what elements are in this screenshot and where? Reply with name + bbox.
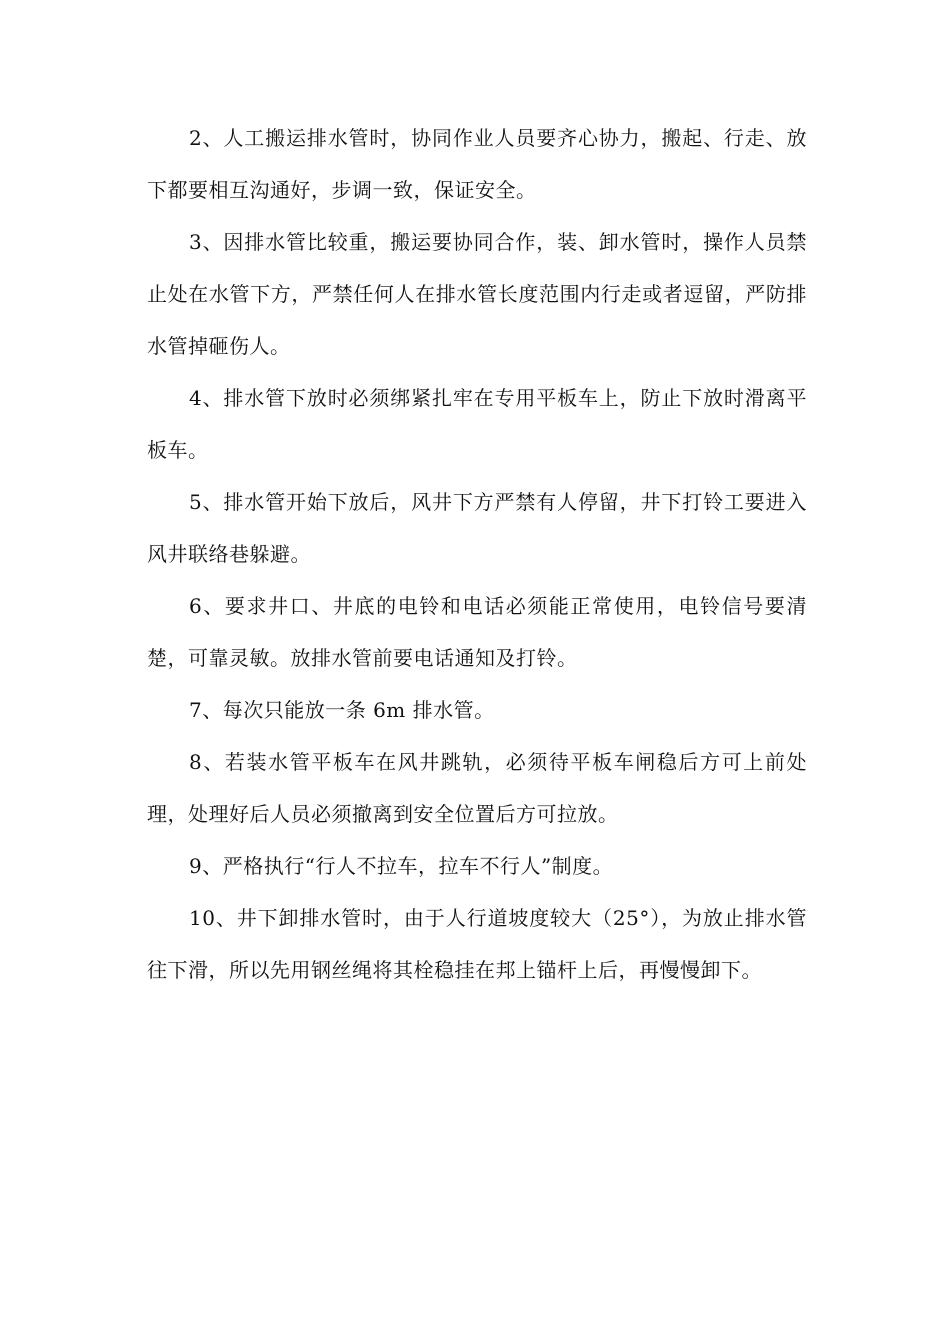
paragraph-item-10: 10、井下卸排水管时，由于人行道坡度较大（25°），为放止排水管往下滑，所以先用钢丝绳将其栓稳挂在邦上锚杆上后，再慢慢卸下。 bbox=[147, 906, 807, 982]
paragraph-item-7: 7、每次只能放一条 6m 排水管。 bbox=[189, 698, 495, 722]
paragraph-item-9: 9、严格执行“行人不拉车，拉车不行人”制度。 bbox=[189, 854, 614, 878]
paragraph-item-5: 5、排水管开始下放后，风井下方严禁有人停留，井下打铃工要进入风井联络巷躲避。 bbox=[147, 490, 807, 566]
paragraph-item-8: 8、若装水管平板车在风井跳轨，必须待平板车闸稳后方可上前处理，处理好后人员必须撤离到安全位置后方可拉放。 bbox=[147, 750, 807, 826]
paragraph-item-6: 6、要求井口、井底的电铃和电话必须能正常使用，电铃信号要清楚，可靠灵敏。放排水管前要电话通知及打铃。 bbox=[147, 594, 807, 670]
document-body bbox=[147, 112, 807, 996]
paragraph-item-4: 4、排水管下放时必须绑紧扎牢在专用平板车上，防止下放时滑离平板车。 bbox=[147, 386, 807, 462]
paragraph-item-3: 3、因排水管比较重，搬运要协同合作，装、卸水管时，操作人员禁止处在水管下方，严禁任何人在排水管长度范围内行走或者逗留，严防排水管掉砸伤人。 bbox=[147, 230, 807, 358]
paragraph-item-2: 2、人工搬运排水管时，协同作业人员要齐心协力，搬起、行走、放下都要相互沟通好，步调一致，保证安全。 bbox=[147, 126, 807, 202]
